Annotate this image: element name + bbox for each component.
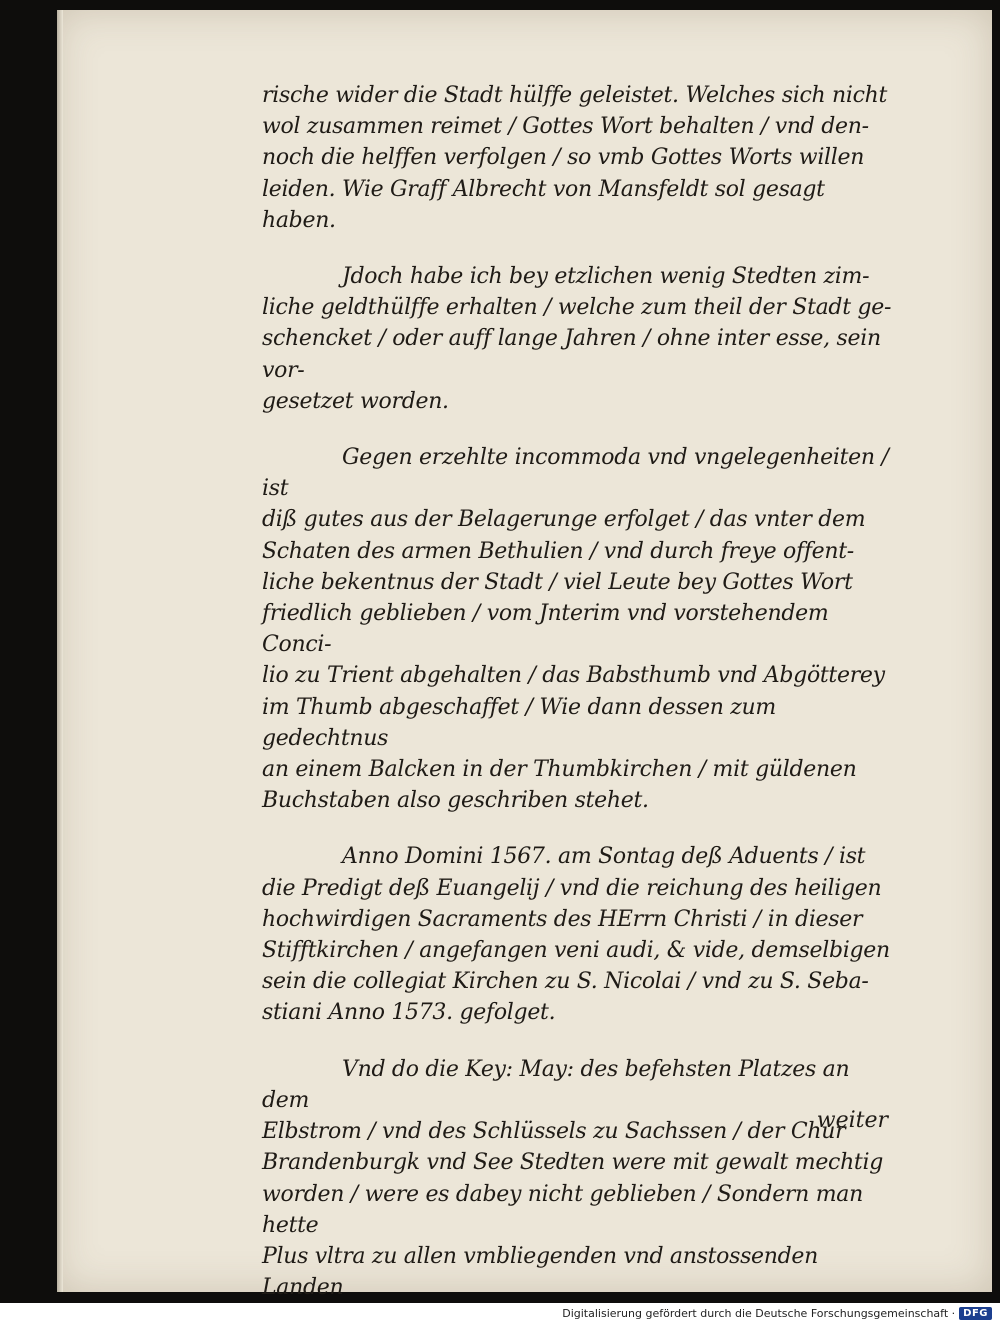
page-gutter-shadow: [57, 10, 63, 1292]
footer-text: Digitalisierung gefördert durch die Deutsche Forschungsgemeinschaft ·: [562, 1306, 956, 1320]
page-text-block: [262, 80, 902, 1303]
paragraph-2: Jdoch habe ich bey etzlichen wenig Stedten zim- liche geldthülffe erhalten / welche zum theil der Stadt ge- schencket / oder auff lange Jahren / ohne inter esse, sein vor- gesetzet worden.: [262, 264, 892, 414]
paragraph-4: Anno Domini 1567. am Sontag deß Aduents / ist die Predigt deß Euangelij / vnd die reichung des heiligen hochwirdigen Sacraments des HErrn Christi / in dieser Stifftkirchen / angefangen veni audi, & vide, demselbigen sein die collegiat Kirchen zu S. Nicolai / vnd zu S. Seba- stiani Anno 1573. gefolget.: [262, 844, 890, 1026]
paragraph-3: Gegen erzehlte incommoda vnd vngelegenheiten / ist diß gutes aus der Belagerunge erfolget / das vnter dem Schaten des armen Bethulien / vnd durch freye offent- liche bekentnus der Stadt / viel Leute bey Gottes Wort friedlich geblieben / vom Jnterim vnd vorstehendem Conci- lio zu Trient abgehalten / das Babsthumb vnd Abgötterey im Thumb abgeschaffet / Wie dann dessen zum gedechtnus an einem Balcken in der Thumbkirchen / mit güldenen Buchstaben also geschriben stehet.: [262, 445, 889, 814]
paragraph-1: rische wider die Stadt hülffe geleistet. Welches sich nicht wol zusammen reimet / Gottes Wort behalten / vnd den- noch die helffen verfolgen / so vmb Gottes Worts willen leiden. Wie Graff Albrecht von Mansfeldt sol gesagt haben.: [262, 83, 888, 233]
funding-footer: [0, 1303, 1000, 1323]
catchword: weiter: [816, 1108, 888, 1133]
paragraph-5: Vnd do die Key: May: des befehsten Platzes an dem Elbstrom / vnd des Schlüssels zu Sachssen / der Chur Brandenburgk vnd See Stedten were mit gewalt mechtig worden / were es dabey nicht geblieben / Sondern man hette Plus vltra zu allen vmbliegenden vnd anstossenden Landen: [262, 1056, 883, 1301]
dfg-logo-icon: DFG: [959, 1307, 992, 1320]
